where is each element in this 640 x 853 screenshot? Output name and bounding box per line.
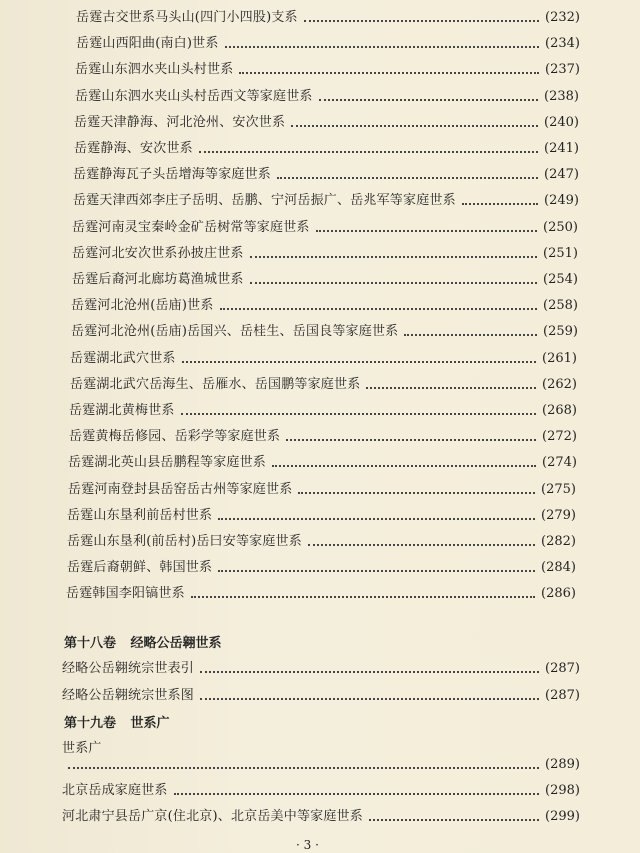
toc-entry-title: 岳霆山东泗水夹山头村世系 bbox=[75, 62, 234, 77]
toc-entry bbox=[67, 526, 576, 550]
dot-leader bbox=[462, 202, 538, 205]
toc-entry bbox=[62, 653, 580, 677]
toc-entry-title: 岳霆河南灵宝秦岭金矿岳树常等家庭世系 bbox=[72, 220, 310, 235]
toc-entry-page-number: (282) bbox=[541, 534, 576, 549]
toc-entry-page-number: (254) bbox=[543, 272, 578, 287]
dot-leader bbox=[277, 176, 538, 179]
dot-leader bbox=[298, 491, 535, 494]
toc-entry bbox=[73, 159, 579, 183]
toc-entry-page-number: (286) bbox=[541, 586, 576, 601]
dot-leader bbox=[182, 360, 536, 363]
toc-entry-title: 岳霆山西阳曲(南白)世系 bbox=[76, 36, 219, 51]
dot-leader bbox=[286, 438, 536, 441]
toc-entry-page-number: (234) bbox=[545, 36, 580, 51]
toc-entry-page-number: (232) bbox=[545, 10, 580, 25]
dot-leader bbox=[191, 595, 535, 598]
toc-entry-page-number: (240) bbox=[544, 115, 579, 130]
toc-entry-title: 岳霆古交世系马头山(四门小四股)支系 bbox=[76, 10, 298, 25]
dot-leader bbox=[272, 464, 536, 467]
toc-entry-page-number: (262) bbox=[542, 377, 577, 392]
toc-entry-page-number: (275) bbox=[541, 482, 576, 497]
toc-entry-page-number: (279) bbox=[541, 508, 576, 523]
toc-entry-page-number: (259) bbox=[543, 324, 578, 339]
dot-leader bbox=[319, 98, 538, 101]
toc-entry-page-number: (241) bbox=[544, 141, 579, 156]
dot-leader bbox=[181, 412, 536, 415]
toc-entry-title: 岳霆山东泗水夹山头村岳西文等家庭世系 bbox=[75, 89, 313, 104]
toc-entry-page-number: (238) bbox=[544, 89, 579, 104]
toc-entry-page-number: (289) bbox=[545, 757, 580, 772]
dot-leader bbox=[200, 697, 539, 700]
dot-leader bbox=[304, 19, 539, 22]
toc-entry-page-number: (258) bbox=[543, 298, 578, 313]
toc-entry-page-number: (237) bbox=[545, 62, 580, 77]
dot-leader bbox=[200, 670, 539, 673]
toc-entry bbox=[68, 474, 576, 498]
dot-leader bbox=[316, 229, 537, 232]
toc-entry bbox=[71, 290, 578, 314]
toc-entry-title: 北京岳成家庭世系 bbox=[62, 783, 168, 798]
section-heading-18 bbox=[64, 632, 222, 651]
toc-entry bbox=[75, 54, 580, 78]
toc-entry bbox=[75, 81, 579, 105]
dot-leader bbox=[404, 333, 537, 336]
toc-entry bbox=[72, 212, 578, 236]
dot-leader bbox=[239, 71, 539, 74]
dot-leader bbox=[174, 792, 539, 795]
toc-entry-title: 岳霆河北安次世系孙披庄世系 bbox=[72, 246, 244, 261]
toc-entry-page-number: (247) bbox=[544, 167, 579, 182]
toc-entry-page-number: (287) bbox=[545, 688, 580, 703]
section-title: 世系广 bbox=[130, 716, 170, 731]
toc-entry bbox=[62, 749, 580, 773]
toc-entry-title: 岳霆天津静海、河北沧州、安次世系 bbox=[74, 115, 286, 130]
toc-entry-page-number: (287) bbox=[545, 661, 580, 676]
toc-entry bbox=[62, 801, 580, 825]
toc-entry bbox=[76, 2, 580, 26]
toc-entry-title: 岳霆山东垦利(前岳村)岳曰安等家庭世系 bbox=[67, 534, 302, 549]
toc-entry-page-number: (274) bbox=[542, 455, 577, 470]
toc-entry-title: 岳霆韩国李阳镐世系 bbox=[66, 586, 185, 601]
section-label: 第十八卷 bbox=[64, 636, 117, 651]
toc-entry bbox=[62, 775, 580, 799]
toc-entry-page-number: (249) bbox=[544, 193, 579, 208]
section-title: 经略公岳翱世系 bbox=[130, 636, 222, 651]
dot-leader bbox=[218, 517, 535, 520]
toc-entry-page-number: (284) bbox=[541, 560, 576, 575]
dot-leader bbox=[68, 766, 539, 769]
toc-entry bbox=[73, 185, 579, 209]
toc-entry bbox=[69, 421, 577, 445]
toc-entry-title: 岳霆河北沧州(岳庙)岳国兴、岳桂生、岳国良等家庭世系 bbox=[71, 324, 399, 339]
toc-entry-page-number: (268) bbox=[542, 403, 577, 418]
toc-entry-title: 岳霆黄梅岳修园、岳彩学等家庭世系 bbox=[69, 429, 281, 444]
toc-entry bbox=[72, 238, 578, 262]
dot-leader bbox=[366, 386, 536, 389]
dot-leader bbox=[218, 569, 535, 572]
toc-entry-title: 岳霆河北沧州(岳庙)世系 bbox=[71, 298, 214, 313]
dot-leader bbox=[250, 255, 537, 258]
section-heading-19 bbox=[64, 712, 170, 731]
toc-entry-page-number: (272) bbox=[542, 429, 577, 444]
dot-leader bbox=[291, 124, 538, 127]
toc-entry bbox=[70, 343, 577, 367]
toc-entry bbox=[66, 578, 576, 602]
toc-entry-page-number: (250) bbox=[543, 220, 578, 235]
toc-entry bbox=[70, 369, 577, 393]
toc-entry bbox=[68, 447, 577, 471]
toc-entry bbox=[74, 133, 579, 157]
toc-entry-title: 世系广 bbox=[62, 741, 102, 756]
toc-entry-title: 岳霆静海、安次世系 bbox=[74, 141, 193, 156]
toc-entry-title: 岳霆湖北武穴世系 bbox=[70, 351, 176, 366]
toc-entry-title: 岳霆静海瓦子头岳增海等家庭世系 bbox=[73, 167, 272, 182]
dot-leader bbox=[199, 150, 538, 153]
toc-entry-title: 河北肃宁县岳广京(住北京)、北京岳美中等家庭世系 bbox=[62, 809, 363, 824]
toc-entry-title: 岳霆湖北黄梅世系 bbox=[69, 403, 175, 418]
toc-entry-page-number: (251) bbox=[543, 246, 578, 261]
toc-entry-title: 岳霆后裔朝鲜、韩国世系 bbox=[67, 560, 213, 575]
toc-entry-title: 岳霆湖北英山县岳鹏程等家庭世系 bbox=[68, 455, 267, 470]
toc-entry bbox=[71, 316, 578, 340]
page-number-footer: · 3 · bbox=[296, 838, 319, 852]
toc-entry-title: 岳霆后裔河北廊坊葛渔城世系 bbox=[72, 272, 244, 287]
toc-entry bbox=[67, 552, 576, 576]
toc-entry bbox=[62, 680, 580, 704]
toc-entry-page-number: (261) bbox=[542, 351, 577, 366]
toc-entry bbox=[69, 395, 577, 419]
toc-entry-title: 经略公岳翱统宗世系图 bbox=[62, 688, 195, 703]
section-label: 第十九卷 bbox=[64, 716, 117, 731]
dot-leader bbox=[250, 281, 537, 284]
toc-entry bbox=[72, 264, 578, 288]
toc-entry-title: 岳霆山东垦利前岳村世系 bbox=[67, 508, 213, 523]
toc-entry bbox=[67, 500, 576, 524]
toc-entry-title: 岳霆湖北武穴岳海生、岳雁水、岳国鹏等家庭世系 bbox=[70, 377, 361, 392]
toc-entry bbox=[74, 107, 579, 131]
toc-entry bbox=[76, 28, 580, 52]
dot-leader bbox=[220, 307, 537, 310]
toc-entry-title: 经略公岳翱统宗世表引 bbox=[62, 661, 195, 676]
dot-leader bbox=[308, 543, 535, 546]
toc-entry-title: 岳霆河南登封县岳窑岳古州等家庭世系 bbox=[68, 482, 293, 497]
dot-leader bbox=[225, 45, 539, 48]
dot-leader bbox=[369, 818, 539, 821]
toc-entry-title: 岳霆天津西郊李庄子岳明、岳鹏、宁河岳振广、岳兆军等家庭世系 bbox=[73, 193, 456, 208]
toc-entry-page-number: (298) bbox=[545, 783, 580, 798]
toc-entry-page-number: (299) bbox=[545, 809, 580, 824]
